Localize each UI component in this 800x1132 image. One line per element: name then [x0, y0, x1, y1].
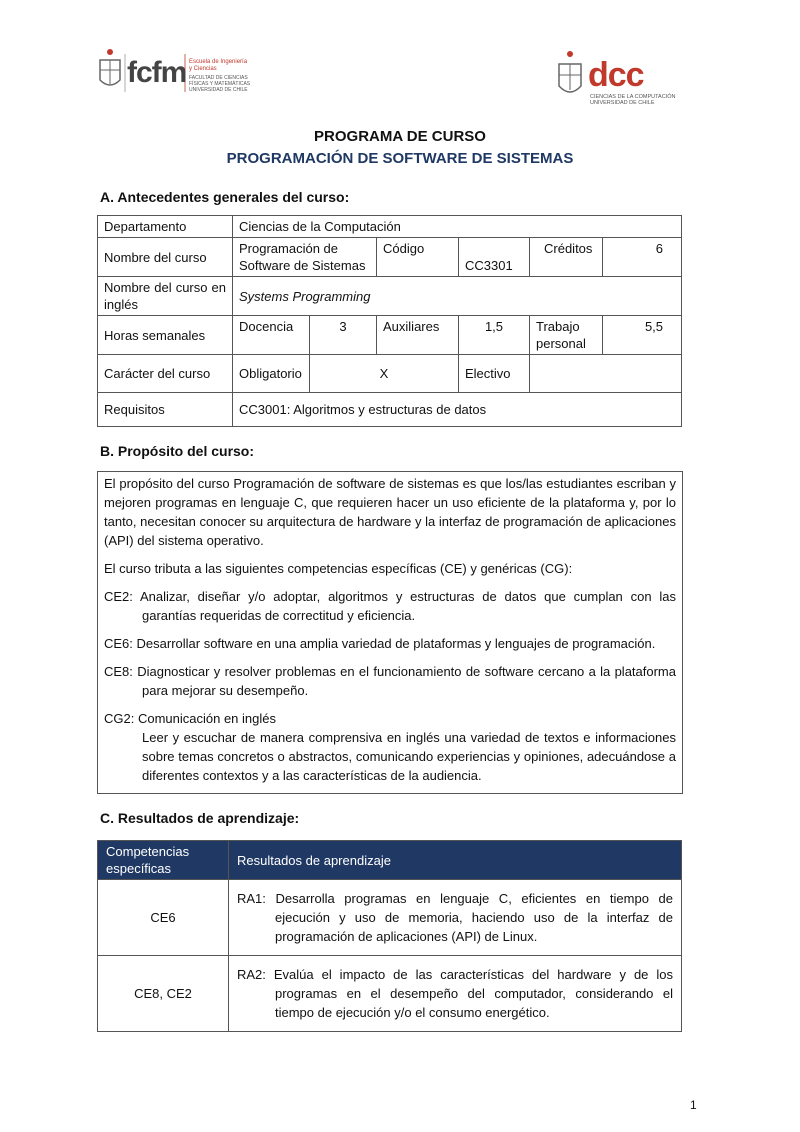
- page-number: 1: [690, 1098, 697, 1112]
- course-info-table: [97, 215, 682, 427]
- horas-label: Horas semanales: [98, 316, 233, 355]
- codigo-value: CC3301: [459, 238, 530, 277]
- requisitos-value: CC3001: Algoritmos y estructuras de datos: [233, 393, 682, 427]
- trabajo-label: Trabajo personal: [530, 316, 603, 355]
- competence-ce2: CE2: Analizar, diseñar y/o adoptar, algoritmos y estructuras de datos que cumplan con las garantías requeridas de correctitud y eficiencia.: [104, 589, 676, 623]
- row-result: RA2: Evalúa el impacto de las características del hardware y de los programas en el desempeño del computador, considerando el tiempo de ejecución y/o el consumo energético.: [237, 967, 673, 1020]
- auxiliares-label: Auxiliares: [377, 316, 459, 355]
- obligatorio-label: Obligatorio: [233, 355, 310, 393]
- docencia-label: Docencia: [233, 316, 310, 355]
- nombre-value: Programación de Software de Sistemas: [233, 238, 377, 277]
- trabajo-value: 5,5: [603, 316, 682, 355]
- competence-ce6: CE6: Desarrollar software en una amplia variedad de plataformas y lenguajes de programación.: [104, 636, 656, 651]
- row-competence: CE6: [98, 880, 229, 956]
- fcfm-line2: y Ciencias: [189, 66, 217, 72]
- competence-cg2: CG2: Comunicación en inglés: [104, 711, 276, 726]
- header-resultados: Resultados de aprendizaje: [229, 841, 682, 880]
- fcfm-logo: [97, 46, 257, 98]
- ingles-value: Systems Programming: [233, 277, 682, 316]
- auxiliares-value: 1,5: [459, 316, 530, 355]
- table-row: [98, 880, 682, 956]
- requisitos-label: Requisitos: [98, 393, 233, 427]
- obligatorio-mark: X: [310, 355, 459, 393]
- fcfm-line1: Escuela de Ingeniería: [189, 59, 248, 65]
- section-a-heading: A. Antecedentes generales del curso:: [100, 189, 350, 205]
- course-title: PROGRAMACIÓN DE SOFTWARE DE SISTEMAS: [226, 150, 574, 167]
- electivo-label: Electivo: [459, 355, 530, 393]
- ingles-label: Nombre del curso en inglés: [98, 277, 233, 316]
- creditos-label: Créditos: [530, 238, 603, 277]
- dcc-seal-icon: [555, 46, 585, 108]
- table-row: [98, 956, 682, 1032]
- fcfm-line5: UNIVERSIDAD DE CHILE: [189, 87, 248, 93]
- fcfm-line3: FACULTAD DE CIENCIAS: [189, 75, 248, 81]
- header-competencias: Competencias específicas: [98, 841, 229, 880]
- learning-outcomes-table: [97, 840, 682, 1032]
- purpose-paragraph-1: El propósito del curso Programación de software de sistemas es que los/las estudiantes escriban y mejoren programas en lenguaje C, que requieren hacer un uso eficiente de la plataforma y, por lo tanto, necesitan conocer su arquitectura de hardware y la interfaz de programación de aplicaciones (API) del sistema operativo.: [104, 476, 676, 548]
- section-c-heading: C. Resultados de aprendizaje:: [100, 810, 300, 826]
- dcc-line1: CIENCIAS DE LA COMPUTACIÓN: [590, 94, 676, 100]
- creditos-value: 6: [603, 238, 682, 277]
- purpose-box: [97, 471, 683, 794]
- competence-cg2-description: Leer y escuchar de manera comprensiva en inglés una variedad de textos e informaciones sobre temas concretos o abstractos, comunicando experiencias y opiniones, adecuándose a diferentes contextos y a las características de la audiencia.: [142, 730, 676, 783]
- row-competence: CE8, CE2: [98, 956, 229, 1032]
- codigo-label: Código: [377, 238, 459, 277]
- caracter-label: Carácter del curso: [98, 355, 233, 393]
- purpose-paragraph-2: El curso tributa a las siguientes competencias específicas (CE) y genéricas (CG):: [104, 561, 573, 576]
- dcc-wordmark: dcc: [588, 56, 644, 94]
- fcfm-line4: FÍSICAS Y MATEMÁTICAS: [189, 81, 251, 87]
- document-title: PROGRAMA DE CURSO: [314, 128, 486, 145]
- departamento-value: Ciencias de la Computación: [233, 216, 682, 238]
- nombre-label: Nombre del curso: [98, 238, 233, 277]
- dcc-logo: [555, 46, 690, 108]
- electivo-value: [530, 355, 682, 393]
- departamento-label: Departamento: [98, 216, 233, 238]
- competence-ce8: CE8: Diagnosticar y resolver problemas en el funcionamiento de software cercano a la plataforma para mejorar su desempeño.: [104, 664, 676, 698]
- docencia-value: 3: [310, 316, 377, 355]
- fcfm-wordmark: fcfm: [127, 56, 187, 89]
- section-b-heading: B. Propósito del curso:: [100, 443, 255, 459]
- row-result: RA1: Desarrolla programas en lenguaje C, eficientes en tiempo de ejecución y uso de memoria, haciendo uso de la interfaz de programación de aplicaciones (API) de Linux.: [237, 891, 673, 944]
- dcc-line2: UNIVERSIDAD DE CHILE: [590, 100, 655, 106]
